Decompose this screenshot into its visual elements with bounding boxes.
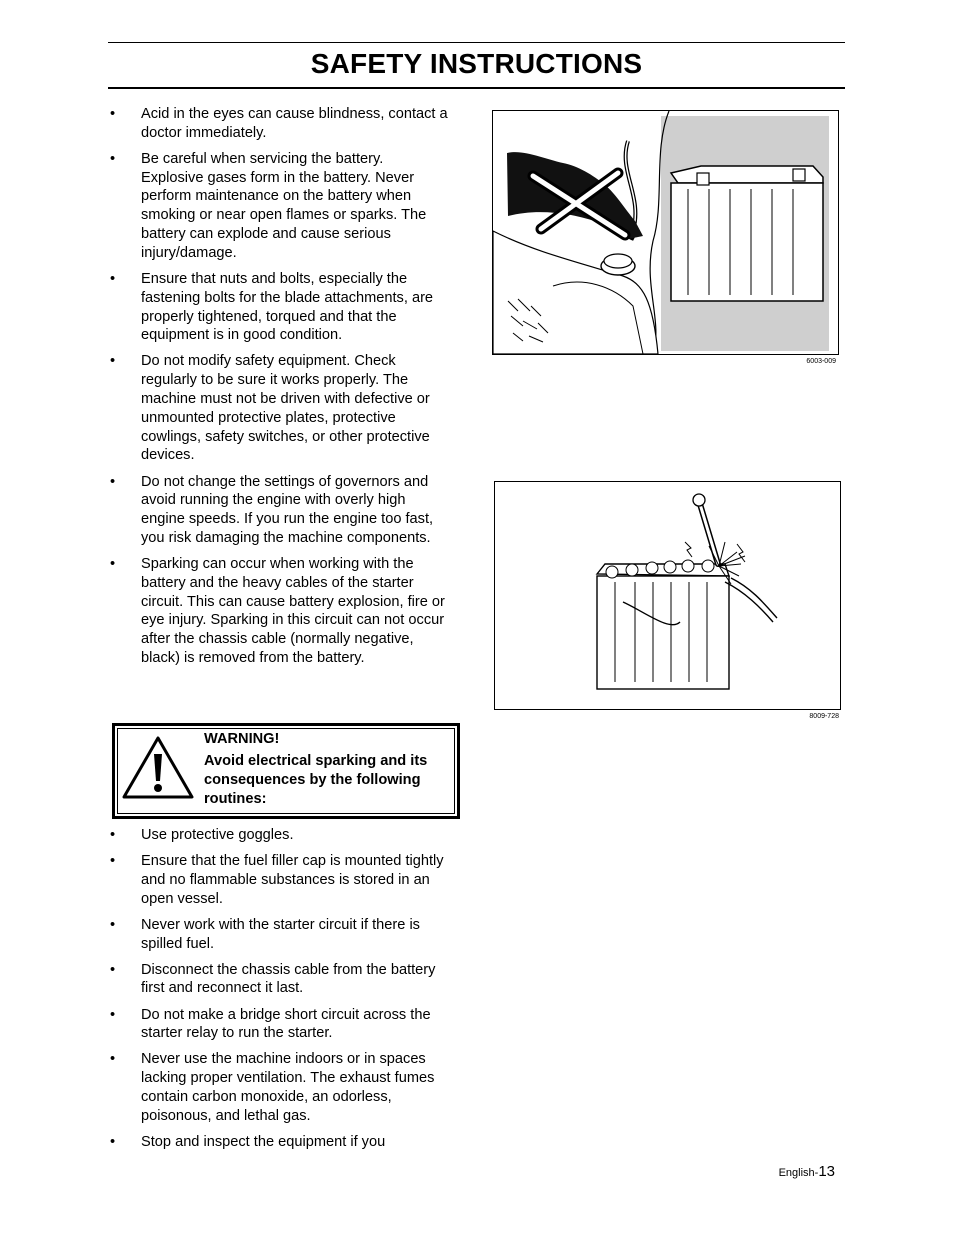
warning-box — [112, 723, 460, 819]
bullet-icon: • — [110, 853, 116, 870]
list-item-text: Ensure that the fuel filler cap is mounted tightly and no flammable substances is stored in an open vessel. — [141, 853, 444, 907]
bullet-icon: • — [110, 106, 116, 122]
warning-text: Avoid electrical sparking and its consequences by the following routines: — [204, 753, 428, 807]
safety-list-a — [108, 105, 448, 675]
list-item — [108, 961, 448, 999]
figure-battery-no-hand — [492, 110, 839, 355]
list-item — [108, 826, 448, 845]
page-title: SAFETY INSTRUCTIONS — [310, 48, 643, 79]
bullet-icon: • — [110, 961, 116, 978]
list-item — [108, 150, 448, 263]
bullet-icon: • — [110, 1133, 116, 1150]
list-item-text: Disconnect the chassis cable from the battery first and reconnect it last. — [141, 961, 436, 997]
battery-spark-illustration — [495, 482, 840, 709]
bullet-icon: • — [110, 827, 116, 843]
list-item — [108, 473, 448, 548]
list-item — [108, 852, 448, 908]
warning-triangle-icon — [121, 734, 195, 800]
list-item — [108, 1006, 448, 1044]
list-item-text: Acid in the eyes can cause blindness, contact a doctor immediately. — [141, 106, 448, 141]
bullet-icon: • — [110, 353, 116, 370]
list-item — [108, 105, 448, 143]
safety-list-b — [108, 826, 448, 1159]
battery-fuel-cap-illustration — [493, 111, 838, 354]
list-item-text: Stop and inspect the equipment if you — [141, 1133, 386, 1150]
list-item-text: Do not modify safety equipment. Check regularly to be sure it works properly. The machine must not be driven with defective or unmounted protective plates, protective cowlings, safety switches, or other protective devices. — [141, 353, 430, 464]
figure-code: 6003-009 — [806, 358, 836, 365]
list-item — [108, 555, 448, 668]
bullet-icon: • — [110, 150, 116, 167]
bullet-icon: • — [110, 1006, 116, 1023]
list-item — [108, 270, 448, 345]
warning-heading: WARNING! — [204, 731, 280, 747]
bullet-icon: • — [110, 270, 116, 287]
list-item — [108, 352, 448, 465]
list-item — [108, 1050, 448, 1125]
list-item-text: Do not change the settings of governors and avoid running the engine with overly high engine speeds. If you run the engine too fast, you risk damaging the machine components. — [141, 473, 434, 546]
list-item-text: Never use the machine indoors or in spaces lacking proper ventilation. The exhaust fumes contain carbon monoxide, an odorless, poisonous, and lethal gas. — [141, 1051, 435, 1124]
page-number: 13 — [818, 1163, 835, 1180]
list-item — [108, 1133, 448, 1152]
bullet-icon: • — [110, 556, 116, 573]
header-rule-top — [108, 42, 845, 43]
bullet-icon: • — [110, 916, 116, 933]
list-item-text: Ensure that nuts and bolts, especially the fastening bolts for the blade attachments, are properly tightened, torqued and that the equipment is in good condition. — [141, 270, 434, 344]
list-item-text: Never work with the starter circuit if there is spilled fuel. — [141, 916, 420, 952]
bullet-icon: • — [110, 473, 116, 490]
page-footer — [740, 1163, 835, 1181]
list-item-text: Sparking can occur when working with the battery and the heavy cables of the starter circuit. This can cause battery explosion, fire or eye injury. Sparking in this circuit can not occur after the chassis cable (normally negative, black) is removed from the battery. — [141, 556, 445, 666]
figure-battery-spark — [494, 481, 841, 710]
list-item-text: Do not make a bridge short circuit across the starter relay to run the starter. — [141, 1006, 431, 1042]
figure-code: 8009-728 — [809, 713, 839, 720]
footer-language: English- — [778, 1167, 819, 1179]
list-item — [108, 916, 448, 954]
list-item-text: Use protective goggles. — [141, 827, 294, 843]
list-item-text: Be careful when servicing the battery. Explosive gases form in the battery. Never perform maintenance on the battery when smoking or near open flames or sparks. The battery can explode and cause serious injury/damage. — [141, 150, 427, 261]
header-rule-bottom — [108, 87, 845, 89]
bullet-icon: • — [110, 1051, 116, 1068]
